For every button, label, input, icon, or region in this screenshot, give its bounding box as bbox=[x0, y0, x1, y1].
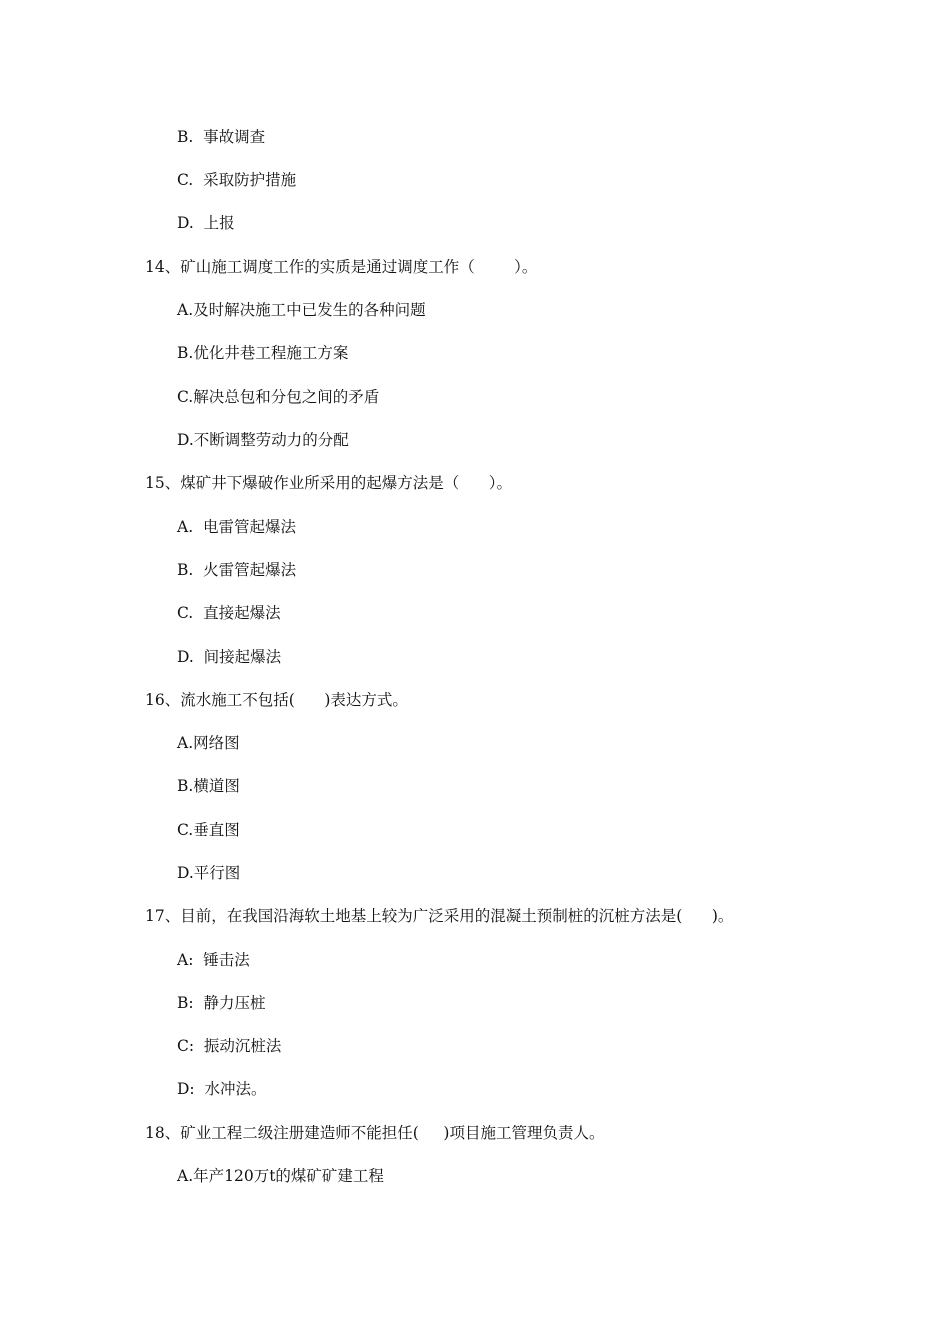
option-15-d: D. 间接起爆法 bbox=[177, 648, 282, 666]
option-16-c: C.垂直图 bbox=[177, 821, 240, 839]
option-14-d: D.不断调整劳动力的分配 bbox=[177, 431, 349, 449]
option-13-b: B. 事故调查 bbox=[177, 128, 266, 146]
option-16-b: B.横道图 bbox=[177, 777, 240, 795]
option-13-d: D. 上报 bbox=[177, 214, 235, 232]
option-17-d: D: 水冲法。 bbox=[177, 1080, 267, 1098]
option-17-b: B: 静力压桩 bbox=[177, 994, 266, 1012]
option-15-c: C. 直接起爆法 bbox=[177, 604, 281, 622]
option-15-b: B. 火雷管起爆法 bbox=[177, 561, 297, 579]
option-14-b: B.优化井巷工程施工方案 bbox=[177, 344, 349, 362]
option-16-d: D.平行图 bbox=[177, 864, 241, 882]
option-14-a: A.及时解决施工中已发生的各种问题 bbox=[177, 301, 426, 319]
question-15-stem: 15、煤矿井下爆破作业所采用的起爆方法是（ ）。 bbox=[145, 474, 513, 492]
option-14-c: C.解决总包和分包之间的矛盾 bbox=[177, 388, 380, 406]
option-13-c: C. 采取防护措施 bbox=[177, 171, 297, 189]
option-16-a: A.网络图 bbox=[177, 734, 240, 752]
option-17-a: A: 锤击法 bbox=[177, 951, 250, 969]
question-17-stem: 17、目前，在我国沿海软土地基上较为广泛采用的混凝土预制桩的沉桩方法是( )。 bbox=[145, 907, 734, 925]
option-18-a: A.年产120万t的煤矿矿建工程 bbox=[177, 1167, 384, 1185]
question-18-stem: 18、矿业工程二级注册建造师不能担任( )项目施工管理负责人。 bbox=[145, 1124, 605, 1142]
option-15-a: A. 电雷管起爆法 bbox=[177, 518, 296, 536]
question-16-stem: 16、流水施工不包括( )表达方式。 bbox=[145, 691, 408, 709]
question-14-stem: 14、矿山施工调度工作的实质是通过调度工作（ ）。 bbox=[145, 258, 538, 276]
option-17-c: C: 振动沉桩法 bbox=[177, 1037, 282, 1055]
